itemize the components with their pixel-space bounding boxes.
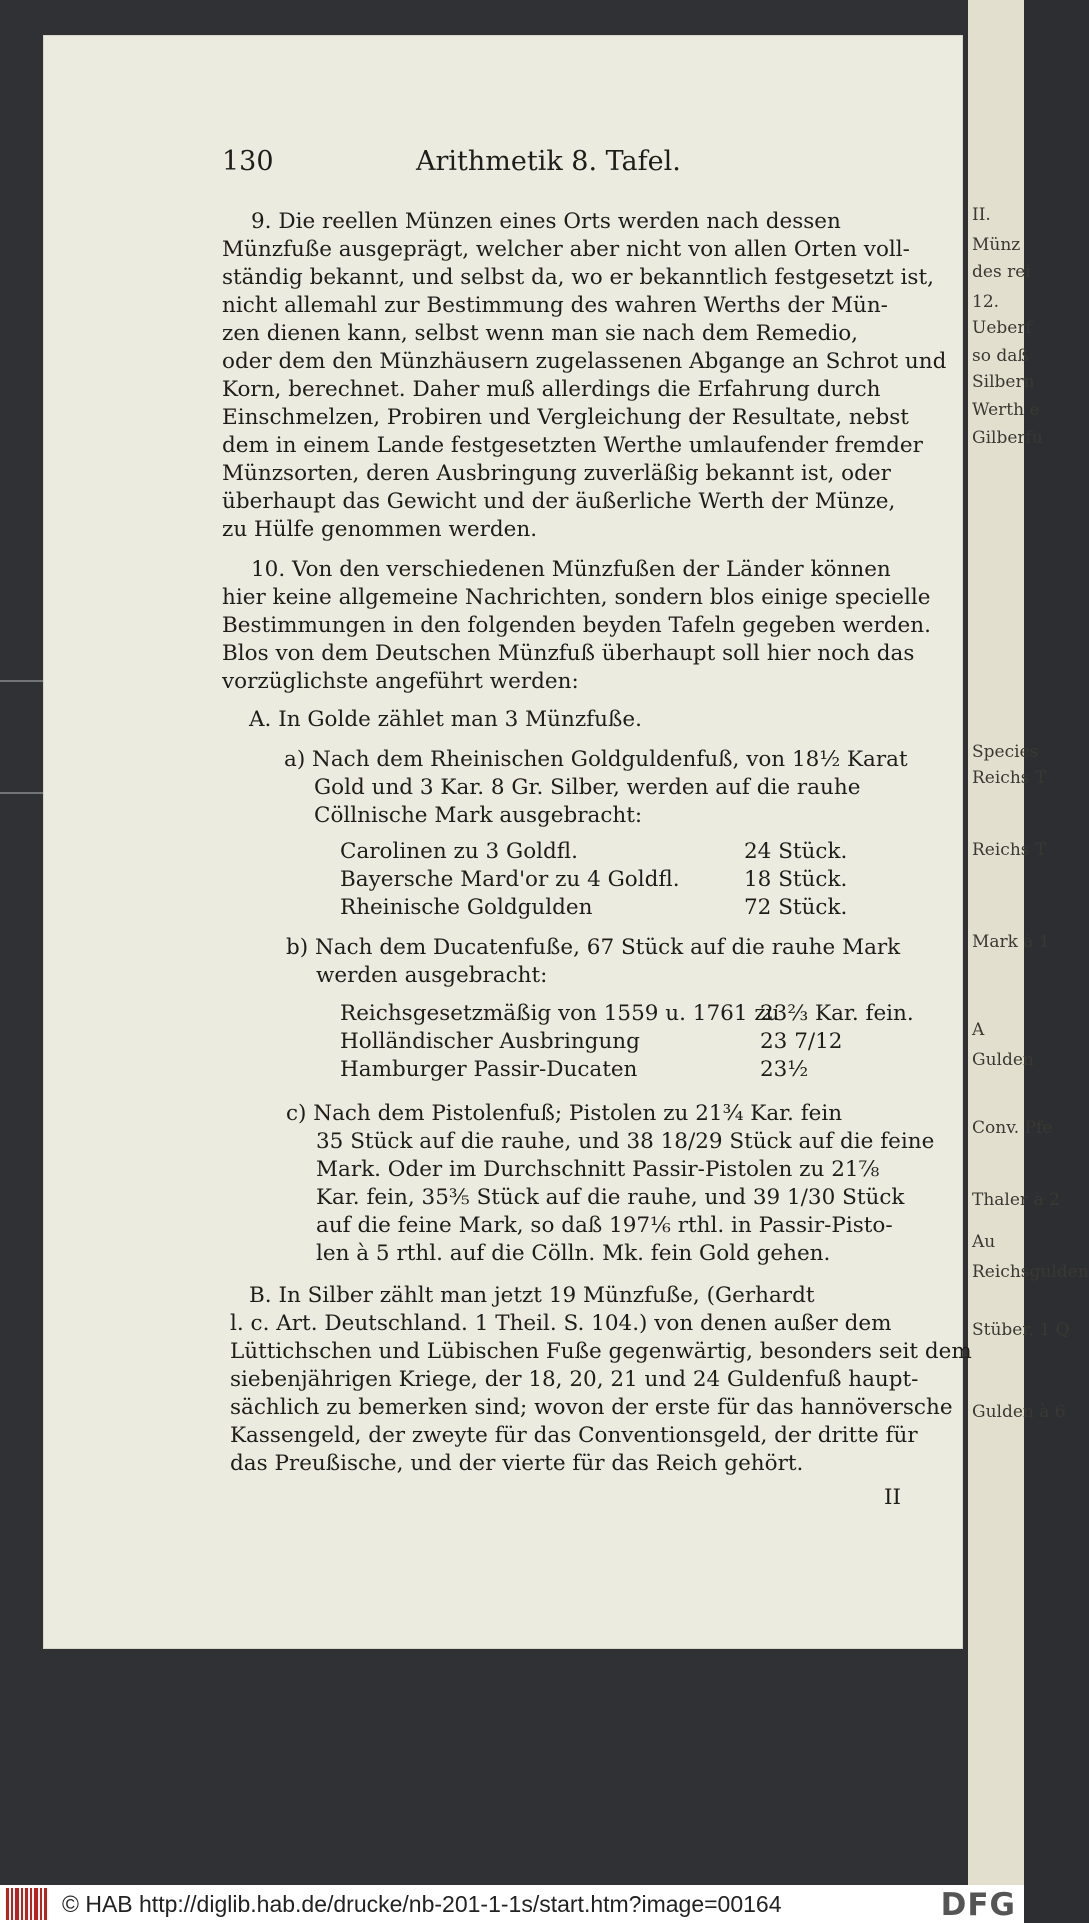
table-item: Rheinische Goldgulden bbox=[340, 895, 593, 920]
text-line: ständig bekannt, und selbst da, wo er bekanntlich festgesetzt ist, bbox=[222, 265, 934, 290]
text-line: 35 Stück auf die rauhe, und 38 18/29 Stück auf die feine bbox=[316, 1129, 935, 1154]
text-line: Blos von dem Deutschen Münzfuß überhaupt soll hier noch das bbox=[222, 641, 915, 666]
text-line: hier keine allgemeine Nachrichten, sondern blos einige specielle bbox=[222, 585, 931, 610]
text-line: werden ausgebracht: bbox=[316, 963, 548, 988]
table-a bbox=[340, 838, 860, 928]
facing-page-edge bbox=[968, 0, 1089, 1885]
footer-credit-link[interactable]: © HAB http://diglib.hab.de/drucke/nb-201-1-1s/start.htm?image=00164 bbox=[62, 1890, 782, 1917]
text-line: b) Nach dem Ducatenfuße, 67 Stück auf die rauhe Mark bbox=[286, 935, 901, 960]
table-qty: 23⅔ Kar. fein. bbox=[760, 1001, 914, 1026]
text-line: Mark. Oder im Durchschnitt Passir-Pistolen zu 21⅞ bbox=[316, 1157, 880, 1182]
text-line: Einschmelzen, Probiren und Vergleichung der Resultate, nebst bbox=[222, 405, 909, 430]
edge-text: Gulden à 6 bbox=[972, 1402, 1066, 1422]
text-line: Kar. fein, 35⅗ Stück auf die rauhe, und 39 1/30 Stück bbox=[316, 1185, 905, 1210]
running-title: Arithmetik 8. Tafel. bbox=[416, 146, 681, 177]
edge-text: Reichs T bbox=[972, 768, 1047, 788]
edge-text: Ueberf bbox=[972, 318, 1032, 338]
book-page bbox=[44, 36, 972, 1648]
edge-text: Species bbox=[972, 742, 1039, 762]
edge-text: Gilberfu bbox=[972, 428, 1043, 448]
table-item: Carolinen zu 3 Goldfl. bbox=[340, 839, 578, 864]
text-line: 9. Die reellen Münzen eines Orts werden nach dessen bbox=[251, 209, 841, 234]
footer-bar bbox=[0, 1885, 1024, 1923]
signature-mark: II bbox=[884, 1485, 901, 1510]
text-line: Kassengeld, der zweyte für das Conventionsgeld, der dritte für bbox=[230, 1423, 918, 1448]
dfg-logo: DFG bbox=[940, 1887, 1016, 1923]
page-number: 130 bbox=[222, 146, 274, 177]
edge-text: Thaler à 2 bbox=[972, 1190, 1060, 1210]
table-qty: 18 Stück. bbox=[744, 867, 848, 892]
text-line: nicht allemahl zur Bestimmung des wahren Werths der Mün- bbox=[222, 293, 888, 318]
edge-text: Reichs T bbox=[972, 840, 1047, 860]
text-line: Bestimmungen in den folgenden beyden Tafeln gegeben werden. bbox=[222, 613, 931, 638]
table-qty: 24 Stück. bbox=[744, 839, 848, 864]
text-line: 10. Von den verschiedenen Münzfußen der Länder können bbox=[251, 557, 891, 582]
text-line: len à 5 rthl. auf die Cölln. Mk. fein Gold gehen. bbox=[316, 1241, 831, 1266]
text-line: l. c. Art. Deutschland. 1 Theil. S. 104.) von denen außer dem bbox=[230, 1311, 892, 1336]
edge-text: 12. bbox=[972, 292, 1000, 312]
edge-text: so daß bbox=[972, 346, 1029, 366]
table-item: Hamburger Passir-Ducaten bbox=[340, 1057, 638, 1082]
edge-text: II. bbox=[972, 205, 991, 225]
text-line: vorzüglichste angeführt werden: bbox=[222, 669, 579, 694]
text-line: Cöllnische Mark ausgebracht: bbox=[314, 803, 643, 828]
edge-text: Münz bbox=[972, 235, 1021, 255]
text-line: Korn, berechnet. Daher muß allerdings die Erfahrung durch bbox=[222, 377, 881, 402]
edge-text: A bbox=[972, 1020, 985, 1040]
table-item: Reichsgesetzmäßig von 1559 u. 1761 zu bbox=[340, 1001, 780, 1026]
edge-text: Silbern bbox=[972, 372, 1035, 392]
table-qty: 72 Stück. bbox=[744, 895, 848, 920]
edge-text: des rei bbox=[972, 262, 1031, 282]
table-item: Bayersche Mard'or zu 4 Goldfl. bbox=[340, 867, 680, 892]
text-line: oder dem den Münzhäusern zugelassenen Abgange an Schrot und bbox=[222, 349, 947, 374]
text-line: zen dienen kann, selbst wenn man sie nach dem Remedio, bbox=[222, 321, 859, 346]
edge-text: Werth e bbox=[972, 400, 1040, 420]
text-line: c) Nach dem Pistolenfuß; Pistolen zu 21¾ Kar. fein bbox=[286, 1101, 843, 1126]
hab-barcode-icon bbox=[6, 1888, 48, 1920]
edge-text: Gulden bbox=[972, 1050, 1034, 1070]
table-qty: 23½ bbox=[760, 1057, 809, 1082]
text-line: Lüttichschen und Lübischen Fuße gegenwärtig, besonders seit dem bbox=[230, 1339, 972, 1364]
text-line: Gold und 3 Kar. 8 Gr. Silber, werden auf die rauhe bbox=[314, 775, 861, 800]
text-line: zu Hülfe genommen werden. bbox=[222, 517, 538, 542]
edge-text: Stüber, 1 Q bbox=[972, 1320, 1070, 1340]
text-line: überhaupt das Gewicht und der äußerliche Werth der Münze, bbox=[222, 489, 896, 514]
text-line: a) Nach dem Rheinischen Goldguldenfuß, von 18½ Karat bbox=[284, 747, 908, 772]
edge-text: Reichsgulden bbox=[972, 1262, 1089, 1282]
edge-text: Au bbox=[972, 1232, 996, 1252]
text-line: das Preußische, und der vierte für das Reich gehört. bbox=[230, 1451, 804, 1476]
edge-text: Mark à 1 bbox=[972, 932, 1050, 952]
section-a-heading: A. In Golde zählet man 3 Münzfuße. bbox=[249, 707, 642, 732]
text-line: dem in einem Lande festgesetzten Werthe umlaufender fremder bbox=[222, 433, 923, 458]
text-line: siebenjährigen Kriege, der 18, 20, 21 und 24 Guldenfuß haupt- bbox=[230, 1367, 919, 1392]
text-line: sächlich zu bemerken sind; wovon der erste für das hannöversche bbox=[230, 1395, 953, 1420]
text-line: auf die feine Mark, so daß 197⅙ rthl. in Passir-Pisto- bbox=[316, 1213, 893, 1238]
edge-text: Conv. Pfe bbox=[972, 1118, 1053, 1138]
table-item: Holländischer Ausbringung bbox=[340, 1029, 640, 1054]
table-b bbox=[340, 1000, 960, 1090]
text-line: B. In Silber zählt man jetzt 19 Münzfuße, (Gerhardt bbox=[249, 1283, 815, 1308]
text-line: Münzsorten, deren Ausbringung zuverläßig bekannt ist, oder bbox=[222, 461, 891, 486]
text-line: Münzfuße ausgeprägt, welcher aber nicht von allen Orten voll- bbox=[222, 237, 910, 262]
table-qty: 23 7/12 bbox=[760, 1029, 843, 1054]
